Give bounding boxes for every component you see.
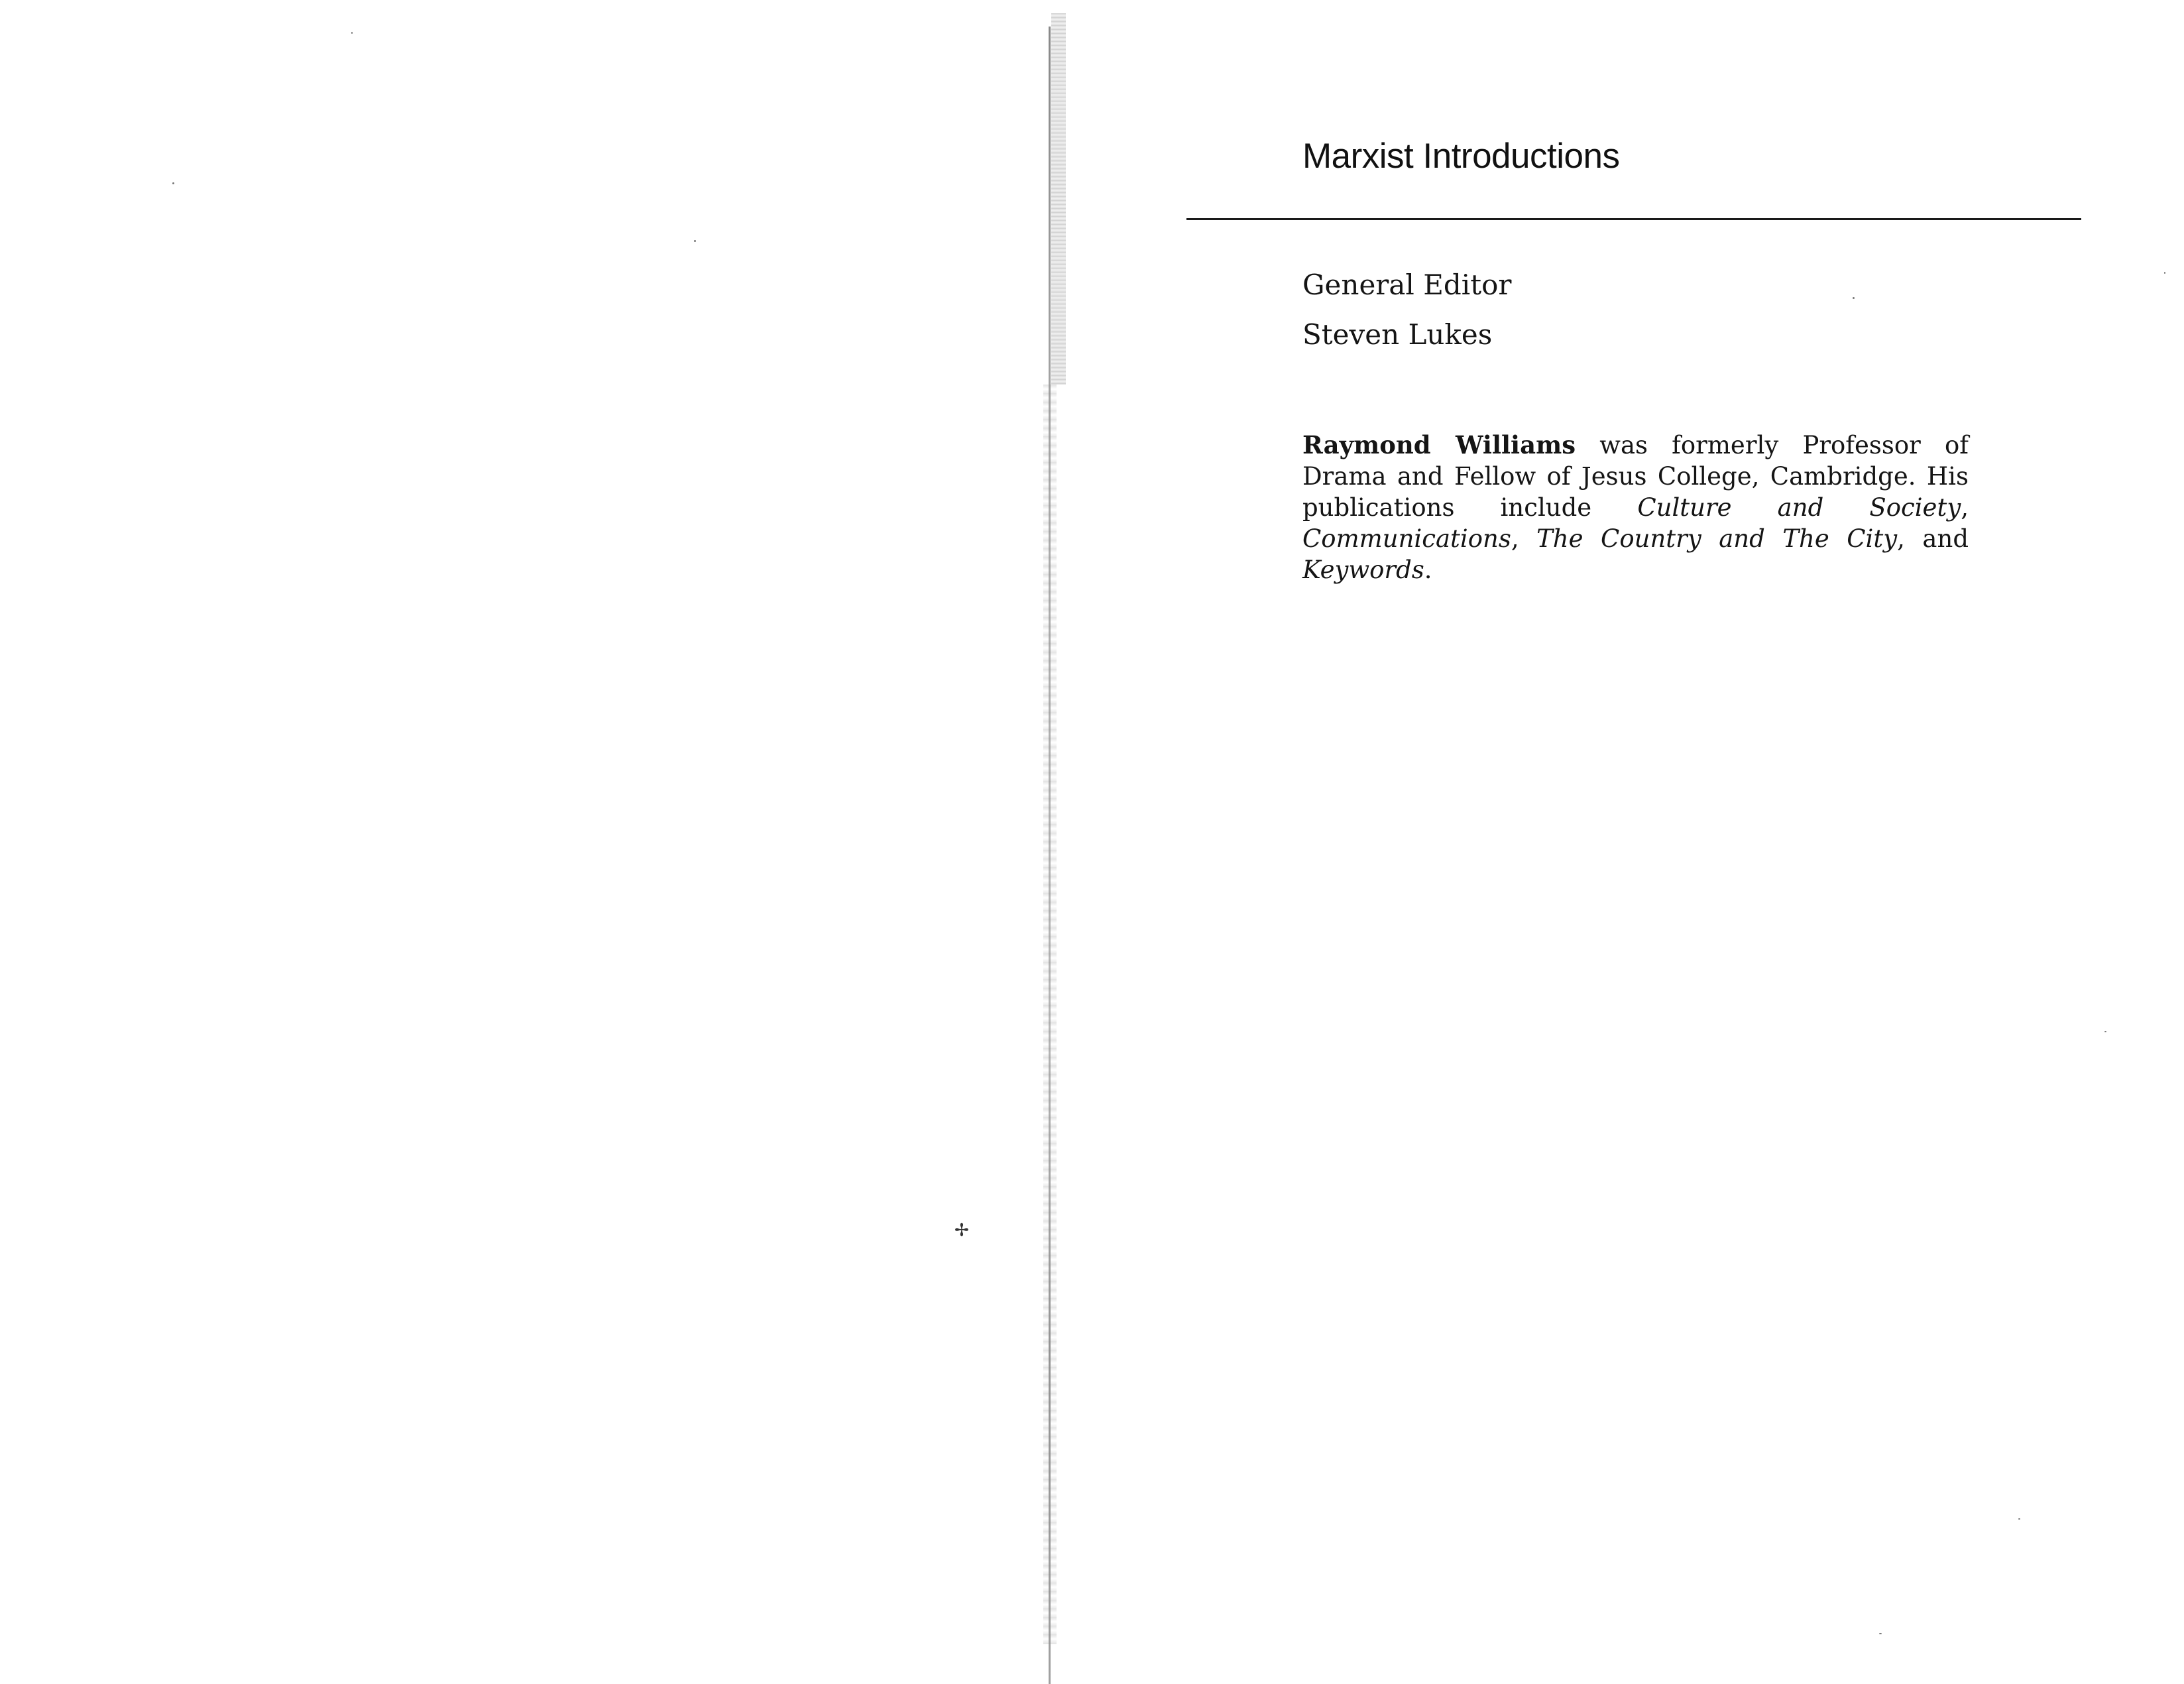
bio-work-title: Communications (1302, 524, 1511, 553)
dust-speck (1853, 297, 1855, 299)
right-page (1051, 0, 2184, 1683)
dust-speck (1879, 1633, 1882, 1634)
bio-separator: , and (1897, 524, 1969, 553)
editor-label: General Editor (1302, 269, 1512, 301)
bio-end: . (1424, 556, 1432, 584)
author-bio (1302, 430, 1969, 585)
title-rule (1186, 218, 2081, 220)
left-page-blank (0, 0, 1051, 1683)
dust-speck (694, 240, 696, 242)
editor-block (1302, 260, 1511, 359)
bio-work-title: The Country and The City (1536, 524, 1898, 553)
dust-speck (2104, 1031, 2106, 1032)
bio-author-name: Raymond Williams (1302, 430, 1576, 459)
dust-speck (351, 32, 353, 34)
scan-mark: ✢ (954, 1221, 969, 1240)
bio-work-title: Keywords (1302, 556, 1424, 584)
bio-separator: , (1961, 493, 1969, 522)
editor-name: Steven Lukes (1302, 318, 1493, 351)
bio-separator: , (1511, 524, 1537, 553)
dust-speck (172, 182, 174, 184)
dust-speck (2164, 272, 2165, 274)
bio-work-title: Culture and Society (1637, 493, 1961, 522)
series-title: Marxist Introductions (1302, 137, 1620, 176)
dust-speck (2018, 1518, 2020, 1520)
bio-text: was formerly Professor of Drama and Fellow of Jesus College, Cambridge. His publications include (1302, 431, 1969, 522)
